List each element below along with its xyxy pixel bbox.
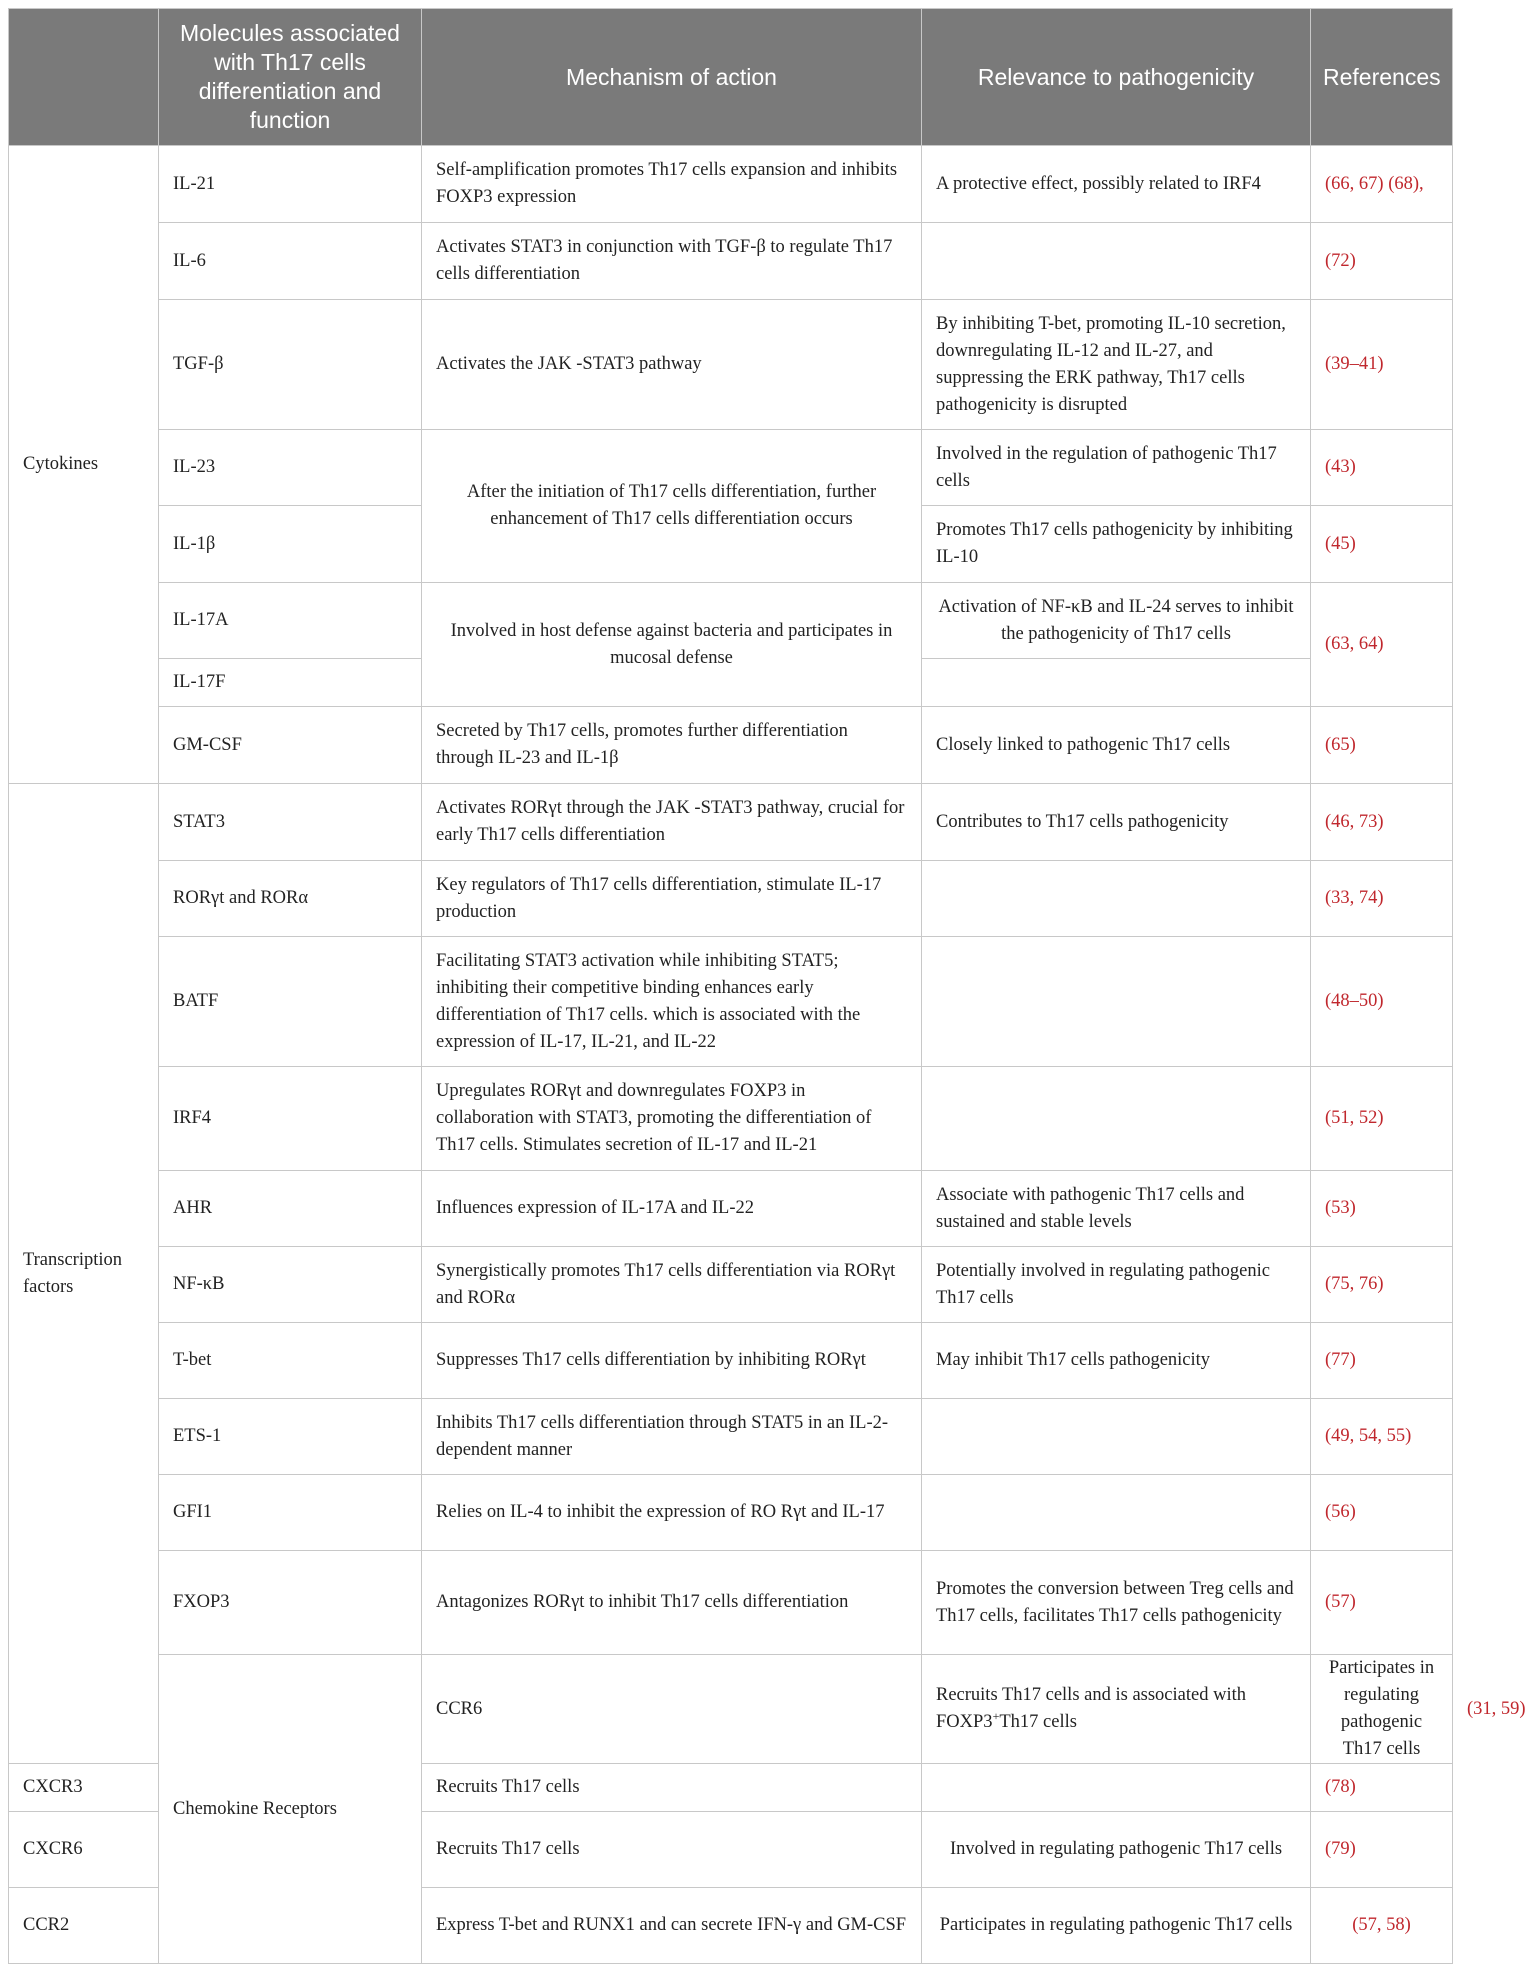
superscript: + — [992, 1708, 1000, 1723]
table-row — [9, 430, 1453, 506]
reference-link[interactable]: (48–50) — [1325, 991, 1384, 1011]
mechanism-cell: Inhibits Th17 cells differentiation through STAT5 in an IL-2-dependent manner — [422, 1399, 922, 1475]
molecule-cell: IL-17F — [159, 659, 422, 707]
header-relevance: Relevance to pathogenicity — [922, 9, 1311, 146]
table-row — [9, 300, 1453, 430]
reference-link[interactable]: (46, 73) — [1325, 811, 1384, 832]
table-row — [9, 223, 1453, 300]
molecule-cell: RORγt and RORα — [159, 861, 422, 937]
table-row — [9, 1171, 1453, 1247]
table-row — [9, 861, 1453, 937]
reference-link[interactable]: (65) — [1325, 734, 1356, 755]
reference-cell — [1311, 937, 1453, 1067]
reference-cell — [1311, 583, 1453, 707]
relevance-cell — [922, 1475, 1311, 1551]
relevance-cell: May inhibit Th17 cells pathogenicity — [922, 1323, 1311, 1399]
mechanism-cell: Influences expression of IL-17A and IL-22 — [422, 1171, 922, 1247]
reference-link[interactable]: (51, 52) — [1325, 1108, 1384, 1128]
table-row — [9, 1247, 1453, 1323]
reference-link[interactable]: (63, 64) — [1325, 634, 1384, 654]
category-transcription-factors: Transcription factors — [9, 784, 159, 1764]
relevance-cell: Participates in regulating pathogenic Th17 cells — [1311, 1655, 1453, 1764]
molecule-cell: IL-21 — [159, 146, 422, 223]
mechanism-cell: Activates RORγt through the JAK -STAT3 pathway, crucial for early Th17 cells differentiation — [422, 784, 922, 861]
molecule-cell: CCR6 — [422, 1655, 922, 1764]
mechanism-cell: Activates the JAK -STAT3 pathway — [422, 300, 922, 430]
reference-cell — [1311, 1399, 1453, 1475]
relevance-cell — [922, 1764, 1311, 1812]
mechanism-cell: Relies on IL-4 to inhibit the expression of RO Rγt and IL-17 — [422, 1475, 922, 1551]
molecule-cell: BATF — [159, 937, 422, 1067]
molecule-cell: IL-6 — [159, 223, 422, 300]
reference-link[interactable]: (33, 74) — [1325, 888, 1384, 908]
reference-link[interactable]: (66, 67) (68), — [1325, 173, 1424, 194]
relevance-cell: Potentially involved in regulating pathogenic Th17 cells — [922, 1247, 1311, 1323]
table-row — [9, 146, 1453, 223]
reference-link[interactable]: (75, 76) — [1325, 1274, 1384, 1294]
reference-cell — [1311, 300, 1453, 430]
mechanism-text: Th17 cells — [999, 1712, 1077, 1732]
molecule-cell: T-bet — [159, 1323, 422, 1399]
relevance-cell: Activation of NF-κB and IL-24 serves to inhibit the pathogenicity of Th17 cells — [922, 583, 1311, 659]
molecule-cell: GFI1 — [159, 1475, 422, 1551]
header-row — [9, 9, 1453, 146]
molecule-cell: IL-17A — [159, 583, 422, 659]
table-row — [9, 583, 1453, 659]
molecule-cell: IRF4 — [159, 1067, 422, 1171]
relevance-cell — [922, 223, 1311, 300]
relevance-cell — [922, 1399, 1311, 1475]
table-row — [9, 1475, 1453, 1551]
reference-cell — [1311, 861, 1453, 937]
reference-cell — [1311, 1067, 1453, 1171]
reference-link[interactable]: (72) — [1325, 250, 1356, 271]
reference-link[interactable]: (77) — [1325, 1350, 1356, 1370]
reference-cell — [1311, 1171, 1453, 1247]
header-category — [9, 9, 159, 146]
table-row — [9, 1323, 1453, 1399]
molecule-cell: TGF-β — [159, 300, 422, 430]
relevance-cell: A protective effect, possibly related to IRF4 — [922, 146, 1311, 223]
category-cytokines: Cytokines — [9, 146, 159, 784]
reference-cell — [1311, 430, 1453, 506]
molecule-cell: NF-κB — [159, 1247, 422, 1323]
reference-link[interactable]: (57) — [1325, 1592, 1356, 1612]
mechanism-cell: Key regulators of Th17 cells differentiation, stimulate IL-17 production — [422, 861, 922, 937]
relevance-cell: Involved in regulating pathogenic Th17 cells — [922, 1812, 1311, 1888]
molecule-cell: AHR — [159, 1171, 422, 1247]
header-mechanism: Mechanism of action — [422, 9, 922, 146]
reference-cell — [1311, 707, 1453, 784]
reference-link[interactable]: (43) — [1325, 457, 1356, 477]
molecule-cell: CCR2 — [9, 1888, 159, 1964]
reference-link[interactable]: (79) — [1325, 1839, 1356, 1859]
molecule-cell: CXCR3 — [9, 1764, 159, 1812]
mechanism-cell: Involved in host defense against bacteria and participates in mucosal defense — [422, 583, 922, 707]
relevance-cell: Promotes the conversion between Treg cells and Th17 cells, facilitates Th17 cells pathogenicity — [922, 1551, 1311, 1655]
relevance-cell: Closely linked to pathogenic Th17 cells — [922, 707, 1311, 784]
relevance-cell: Contributes to Th17 cells pathogenicity — [922, 784, 1311, 861]
relevance-cell: By inhibiting T-bet, promoting IL-10 secretion, downregulating IL-12 and IL-27, and suppressing the ERK pathway, Th17 cells pathogenicity is disrupted — [922, 300, 1311, 430]
table-row — [9, 1655, 1453, 1764]
reference-cell — [1311, 784, 1453, 861]
header-molecules: Molecules associated with Th17 cells differentiation and function — [159, 9, 422, 146]
mechanism-cell: Upregulates RORγt and downregulates FOXP3 in collaboration with STAT3, promoting the differentiation of Th17 cells. Stimulates secretion of IL-17 and IL-21 — [422, 1067, 922, 1171]
table-row — [9, 707, 1453, 784]
mechanism-cell: Antagonizes RORγt to inhibit Th17 cells differentiation — [422, 1551, 922, 1655]
reference-cell — [1311, 1764, 1453, 1812]
relevance-cell: Promotes Th17 cells pathogenicity by inhibiting IL-10 — [922, 506, 1311, 583]
mechanism-cell: Recruits Th17 cells — [422, 1812, 922, 1888]
molecules-table — [8, 8, 1526, 1964]
relevance-cell — [922, 1067, 1311, 1171]
reference-link[interactable]: (53) — [1325, 1198, 1356, 1218]
mechanism-cell: Suppresses Th17 cells differentiation by inhibiting RORγt — [422, 1323, 922, 1399]
reference-link[interactable]: (31, 59) — [1467, 1698, 1526, 1719]
molecule-cell: CXCR6 — [9, 1812, 159, 1888]
header-references: References — [1311, 9, 1453, 146]
reference-cell — [1311, 1888, 1453, 1964]
mechanism-cell: Express T-bet and RUNX1 and can secrete IFN-γ and GM-CSF — [422, 1888, 922, 1964]
mechanism-text: Recruits Th17 cells and is associated with FOXP3 — [936, 1685, 1246, 1732]
molecule-cell: IL-1β — [159, 506, 422, 583]
relevance-cell: Associate with pathogenic Th17 cells and sustained and stable levels — [922, 1171, 1311, 1247]
reference-cell — [1311, 1475, 1453, 1551]
molecule-cell: FXOP3 — [159, 1551, 422, 1655]
reference-link[interactable]: (56) — [1325, 1502, 1356, 1522]
relevance-cell — [922, 861, 1311, 937]
molecule-cell: STAT3 — [159, 784, 422, 861]
table-row — [9, 1551, 1453, 1655]
reference-link[interactable]: (39–41) — [1325, 354, 1384, 374]
molecule-cell: IL-23 — [159, 430, 422, 506]
reference-cell — [1311, 146, 1453, 223]
mechanism-cell: Self-amplification promotes Th17 cells expansion and inhibits FOXP3 expression — [422, 146, 922, 223]
mechanism-cell: Activates STAT3 in conjunction with TGF-β to regulate Th17 cells differentiation — [422, 223, 922, 300]
reference-link[interactable]: (78) — [1325, 1777, 1356, 1797]
relevance-cell — [922, 659, 1311, 707]
reference-link[interactable]: (45) — [1325, 533, 1356, 554]
mechanism-cell: Recruits Th17 cells — [422, 1764, 922, 1812]
table-row — [9, 937, 1453, 1067]
reference-cell — [1311, 1551, 1453, 1655]
mechanism-cell — [922, 1655, 1311, 1764]
reference-cell — [1311, 1247, 1453, 1323]
reference-link[interactable]: (49, 54, 55) — [1325, 1426, 1412, 1446]
molecule-cell: ETS-1 — [159, 1399, 422, 1475]
relevance-cell — [922, 937, 1311, 1067]
reference-cell — [1311, 1323, 1453, 1399]
table-row — [9, 784, 1453, 861]
relevance-cell: Participates in regulating pathogenic Th17 cells — [922, 1888, 1311, 1964]
table-row — [9, 1399, 1453, 1475]
reference-cell — [1311, 1812, 1453, 1888]
category-chemokine-receptors: Chemokine Receptors — [159, 1655, 422, 1964]
reference-cell — [1311, 506, 1453, 583]
reference-link[interactable]: (57, 58) — [1352, 1915, 1411, 1935]
molecule-cell: GM-CSF — [159, 707, 422, 784]
mechanism-cell: After the initiation of Th17 cells differentiation, further enhancement of Th17 cells differentiation occurs — [422, 430, 922, 583]
mechanism-cell: Synergistically promotes Th17 cells differentiation via RORγt and RORα — [422, 1247, 922, 1323]
mechanism-cell: Secreted by Th17 cells, promotes further differentiation through IL-23 and IL-1β — [422, 707, 922, 784]
table-row — [9, 1067, 1453, 1171]
relevance-cell: Involved in the regulation of pathogenic Th17 cells — [922, 430, 1311, 506]
mechanism-cell: Facilitating STAT3 activation while inhibiting STAT5; inhibiting their competitive binding enhances early differentiation of Th17 cells. which is associated with the expression of IL-17, IL-21, and IL-22 — [422, 937, 922, 1067]
reference-cell — [1311, 223, 1453, 300]
